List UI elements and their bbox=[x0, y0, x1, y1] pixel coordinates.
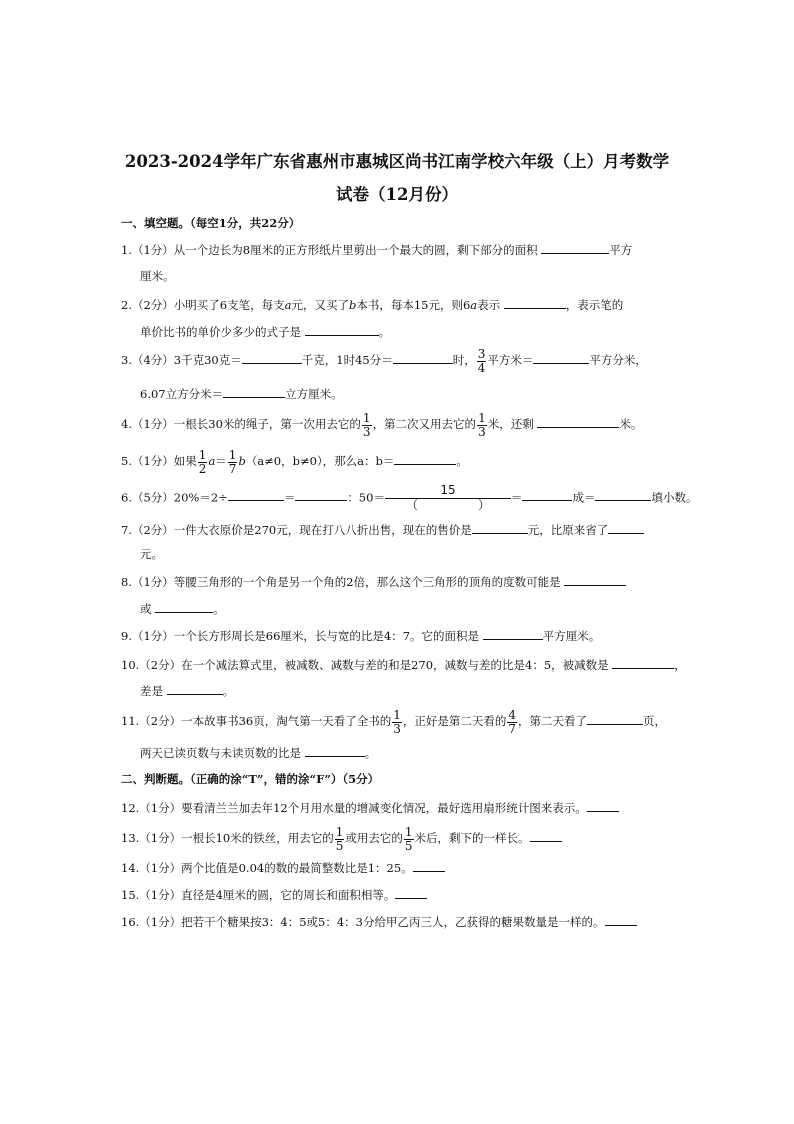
question-13: 13.（1分）一根长10米的铁丝，用去它的 $\frac{1}{5}$ 或用去它的 $\frac{1}{5}$ 米后，剩下的一样长。 bbox=[121, 826, 562, 852]
answer-blank[interactable] bbox=[305, 744, 365, 757]
question-16: 16.（1分）把若干个糖果按3：4：5或5：4：3分给甲乙丙三人，乙获得的糖果数量是一样的。 bbox=[121, 913, 637, 930]
answer-blank[interactable] bbox=[504, 296, 566, 309]
answer-blank[interactable] bbox=[605, 913, 637, 926]
answer-blank[interactable] bbox=[223, 385, 285, 398]
fraction: $\frac{1}{3}$ bbox=[393, 708, 401, 736]
question-8: 8.（1分）等腰三角形的一个角是另一个角的2倍，那么这个三角形的顶角的度数可能是 bbox=[121, 573, 626, 590]
question-7: 7.（2分）一件大衣原价是270元，现在打八八折出售，现在的售价是 元，比原来省了 bbox=[121, 521, 644, 538]
question-10: 10.（2分）在一个减法算式里，被减数、减数与差的和是270，减数与差的比是4：5，被减数是 ， bbox=[121, 658, 686, 672]
answer-blank[interactable] bbox=[242, 351, 302, 364]
answer-blank[interactable] bbox=[167, 682, 223, 695]
fraction: $\frac{1}{5}$ bbox=[335, 825, 344, 853]
answer-blank[interactable] bbox=[472, 521, 528, 534]
answer-blank[interactable] bbox=[612, 656, 674, 669]
answer-blank[interactable] bbox=[395, 886, 427, 899]
question-1: 1.（1分）从一个边长为8厘米的正方形纸片里剪出一个最大的圆，剩下部分的面积 平方 bbox=[121, 243, 633, 257]
answer-blank[interactable] bbox=[394, 452, 456, 465]
question-2: 2.（2分）小明买了6支笔，每支a元，又买了b本书，每本15元，则6a表示 ，表示笔的 bbox=[121, 298, 624, 312]
question-11-cont: 两天已读页数与未读页数的比是 。 bbox=[140, 746, 377, 760]
answer-blank[interactable] bbox=[305, 323, 379, 336]
answer-blank[interactable] bbox=[587, 712, 643, 725]
question-14: 14.（1分）两个比值是0.04的数的最简整数比是1：25。 bbox=[121, 859, 445, 876]
question-15: 15.（1分）直径是4厘米的圆，它的周长和面积相等。 bbox=[121, 886, 427, 903]
answer-blank[interactable] bbox=[564, 573, 626, 586]
fraction: $\frac{1}{3}$ bbox=[478, 411, 486, 439]
fraction: $\frac{1}{5}$ bbox=[404, 825, 413, 853]
answer-blank[interactable] bbox=[533, 351, 589, 364]
answer-blank[interactable] bbox=[413, 859, 445, 872]
question-11: 11.（2分）一本故事书36页，淘气第一天看了全书的 $\frac{1}{3}$ ，正好是第二天看的 $\frac{4}{7}$ ，第二天看了 页， bbox=[121, 708, 667, 736]
question-4: 4.（1分）一根长30米的绳子，第一次用去它的 $\frac{1}{3}$ ，第二次又用去它的 $\frac{1}{3}$ 米，还剩 米。 bbox=[121, 411, 643, 439]
question-10-cont: 差是 。 bbox=[140, 684, 235, 698]
answer-blank[interactable] bbox=[530, 829, 562, 842]
question-5: 5.（1分）如果 $\frac{1}{2}$ a＝ $\frac{1}{7}$ b（a≠0，b≠0），那么a：b＝ 。 bbox=[121, 448, 468, 476]
exam-title-line2: 试卷（12月份） bbox=[336, 185, 458, 204]
question-12: 12.（1分）要看清兰兰加去年12个月用水量的增减变化情况，最好选用扇形统计图来表示。 bbox=[121, 799, 619, 816]
answer-blank[interactable] bbox=[483, 627, 543, 640]
question-1-cont: 厘米。 bbox=[140, 269, 175, 283]
answer-blank[interactable] bbox=[393, 351, 453, 364]
section-fill-blank-heading: 一、填空题。（每空1分，共22分） bbox=[121, 216, 301, 230]
fraction-fifteen: $\frac{15}{( )}$ bbox=[385, 484, 511, 513]
fraction: $\frac{1}{3}$ bbox=[362, 411, 371, 439]
answer-blank[interactable] bbox=[155, 600, 213, 613]
fraction: $\frac{3}{4}$ bbox=[477, 347, 486, 375]
answer-blank[interactable] bbox=[522, 488, 572, 501]
fraction: $\frac{4}{7}$ bbox=[508, 708, 517, 736]
fraction: $\frac{1}{7}$ bbox=[228, 448, 237, 476]
question-3: 3.（4分）3千克30克＝ 千克，1时45分＝ 时， $\frac{3}{4}$ 平方米＝ 平方分米， bbox=[121, 347, 647, 375]
question-3-cont: 6.07立方分米＝ 立方厘米。 bbox=[140, 387, 343, 401]
answer-blank[interactable] bbox=[608, 521, 644, 534]
question-2-cont: 单价比书的单价少多少的式子是 。 bbox=[140, 325, 391, 339]
answer-blank[interactable] bbox=[537, 415, 619, 428]
answer-blank[interactable] bbox=[595, 488, 651, 501]
section-true-false-heading: 二、判断题。（正确的涂“T”，错的涂“F”）（5分） bbox=[121, 772, 380, 786]
question-9: 9.（1分）一个长方形周长是66厘米，长与宽的比是4：7。它的面积是 平方厘米。 bbox=[121, 629, 601, 643]
question-7-cont: 元。 bbox=[140, 547, 163, 561]
answer-blank[interactable] bbox=[541, 241, 609, 254]
question-8-cont: 或 。 bbox=[140, 602, 225, 616]
answer-blank[interactable] bbox=[228, 488, 284, 501]
answer-blank[interactable] bbox=[295, 488, 347, 501]
question-6: 6.（5分）20%＝2÷ ＝ ：50＝ $\frac{15}{( )}$ ＝ 成＝ 填小数。 bbox=[121, 483, 698, 512]
exam-title-line1: 2023-2024学年广东省惠州市惠城区尚书江南学校六年级（上）月考数学 bbox=[124, 152, 670, 171]
fraction: $\frac{1}{2}$ bbox=[198, 448, 207, 476]
answer-blank[interactable] bbox=[587, 799, 619, 812]
